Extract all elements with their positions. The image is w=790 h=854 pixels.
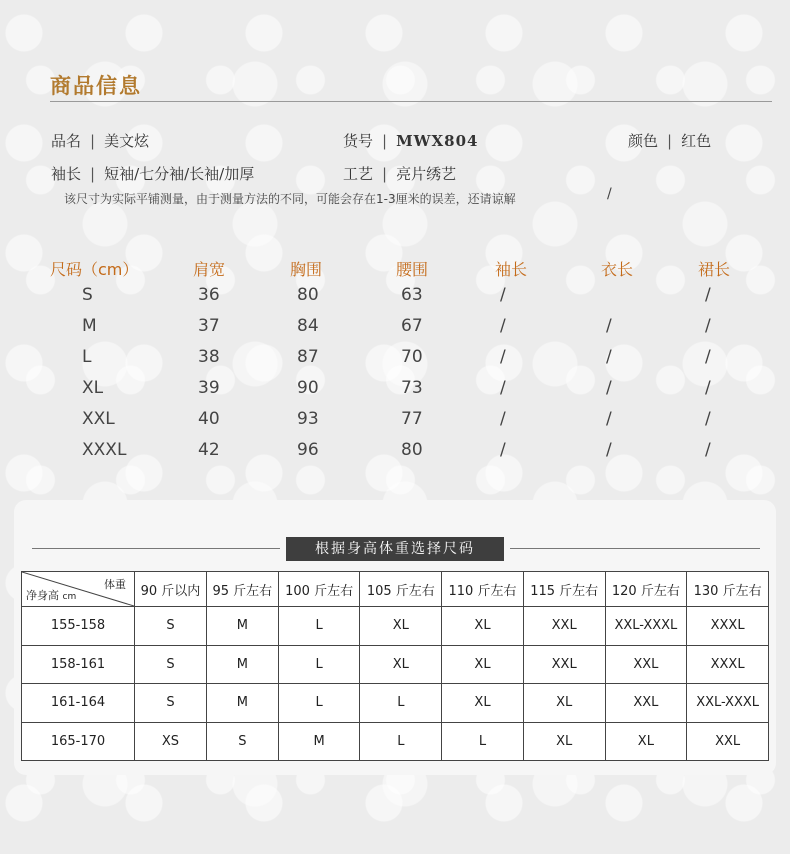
size-cell: XXL <box>82 409 115 429</box>
size-cell: 37 <box>198 316 220 336</box>
corner-cell <box>22 572 135 607</box>
weight-header: 115 斤左右 <box>523 572 605 607</box>
info-craft-value: 亮片绣艺 <box>396 165 457 183</box>
section-title: 商品信息 <box>50 73 142 98</box>
size-cell: 63 <box>401 285 423 305</box>
note-slash: / <box>607 186 612 202</box>
info-name-value: 美文炫 <box>104 132 150 150</box>
size-cell: S <box>82 285 93 305</box>
height-weight-table <box>21 571 769 761</box>
corner-unit: cm <box>62 592 77 602</box>
size-recommend-cell: XXL <box>523 607 605 646</box>
corner-height-text: 净身高 <box>26 589 59 602</box>
size-recommend-cell: XXL-XXXL <box>687 684 769 723</box>
size-header-1: 肩宽 <box>193 260 226 279</box>
size-cell: / <box>705 316 711 336</box>
size-cell: / <box>500 440 506 460</box>
title-line-right <box>510 548 760 549</box>
size-header-0: 尺码（cm） <box>50 260 139 279</box>
size-cell: 73 <box>401 378 423 398</box>
weight-header: 120 斤左右 <box>605 572 687 607</box>
info-item-label: 货号 <box>343 132 374 150</box>
info-sleeve <box>51 163 254 184</box>
size-cell: M <box>82 316 97 336</box>
info-craft-label: 工艺 <box>343 165 374 183</box>
weight-header: 90 斤以内 <box>135 572 207 607</box>
size-recommend-cell: XXL <box>605 645 687 684</box>
size-recommend-cell: L <box>360 684 442 723</box>
size-cell: 93 <box>297 409 319 429</box>
size-recommend-cell: L <box>360 722 442 761</box>
size-recommend-cell: XXL <box>523 645 605 684</box>
size-recommend-cell: M <box>206 607 278 646</box>
size-cell: / <box>705 440 711 460</box>
size-recommend-cell: XL <box>442 645 524 684</box>
size-cell: 67 <box>401 316 423 336</box>
size-cell: 90 <box>297 378 319 398</box>
info-color-value: 红色 <box>681 132 712 150</box>
size-header-6: 裙长 <box>698 260 731 279</box>
size-header-4: 袖长 <box>495 260 528 279</box>
size-cell: / <box>606 347 612 367</box>
height-rows <box>22 607 769 761</box>
size-recommend-cell: XL <box>605 722 687 761</box>
size-recommend-cell: XXXL <box>687 607 769 646</box>
title-line-left <box>32 548 280 549</box>
size-recommend-cell: L <box>278 645 360 684</box>
size-cell: 84 <box>297 316 319 336</box>
info-item-value: MWX804 <box>396 132 479 150</box>
size-recommend-cell: S <box>135 607 207 646</box>
info-sleeve-value: 短袖/七分袖/长袖/加厚 <box>104 165 255 183</box>
size-header-2: 胸围 <box>290 260 323 279</box>
info-craft <box>343 163 456 184</box>
recommend-title: 根据身高体重选择尺码 <box>286 537 504 561</box>
size-cell: 77 <box>401 409 423 429</box>
size-cell: L <box>82 347 92 367</box>
size-cell: / <box>705 285 711 305</box>
size-cell: 80 <box>297 285 319 305</box>
size-cell: / <box>606 409 612 429</box>
info-separator: | <box>667 132 673 150</box>
info-separator: | <box>90 132 96 150</box>
weight-header: 130 斤左右 <box>687 572 769 607</box>
size-cell: / <box>606 440 612 460</box>
size-recommend-cell: XS <box>135 722 207 761</box>
table-row <box>22 722 769 761</box>
info-name <box>51 130 149 151</box>
size-recommend-cell: XL <box>523 684 605 723</box>
size-cell: 80 <box>401 440 423 460</box>
size-recommend-cell: M <box>206 645 278 684</box>
size-cell: / <box>500 378 506 398</box>
size-cell: / <box>705 378 711 398</box>
size-recommend-cell: XXL <box>605 684 687 723</box>
size-recommend-cell: XXL-XXXL <box>605 607 687 646</box>
size-cell: 36 <box>198 285 220 305</box>
info-name-label: 品名 <box>51 132 82 150</box>
info-color-label: 颜色 <box>628 132 659 150</box>
size-cell: / <box>500 347 506 367</box>
size-cell: / <box>500 409 506 429</box>
size-recommend-cell: L <box>278 607 360 646</box>
measurement-note: 该尺寸为实际平铺测量，由于测量方法的不同，可能会存在1-3厘米的误差，还请谅解 <box>64 192 516 206</box>
size-cell: / <box>606 316 612 336</box>
corner-height-label <box>26 587 76 603</box>
size-recommend-cell: M <box>206 684 278 723</box>
size-cell: 70 <box>401 347 423 367</box>
info-separator: | <box>90 165 96 183</box>
table-row <box>22 684 769 723</box>
size-recommend-cell: XL <box>523 722 605 761</box>
size-recommend-cell: XXXL <box>687 645 769 684</box>
size-cell: XL <box>82 378 104 398</box>
size-recommend-cell: S <box>206 722 278 761</box>
weight-header: 95 斤左右 <box>206 572 278 607</box>
size-recommend-cell: M <box>278 722 360 761</box>
size-recommend-cell: S <box>135 645 207 684</box>
height-cell: 165-170 <box>22 722 135 761</box>
weight-header: 110 斤左右 <box>442 572 524 607</box>
info-separator: | <box>382 132 388 150</box>
size-recommend-cell: XL <box>360 645 442 684</box>
title-divider <box>50 101 772 102</box>
weight-header: 105 斤左右 <box>360 572 442 607</box>
size-cell: / <box>606 378 612 398</box>
info-color <box>628 130 711 151</box>
size-cell: XXXL <box>82 440 127 460</box>
weight-header: 100 斤左右 <box>278 572 360 607</box>
size-header-3: 腰围 <box>396 260 429 279</box>
size-cell: 39 <box>198 378 220 398</box>
size-cell: 42 <box>198 440 220 460</box>
size-cell: / <box>705 347 711 367</box>
size-cell: / <box>500 285 506 305</box>
weight-header-row <box>22 572 769 607</box>
size-recommend-cell: XXL <box>687 722 769 761</box>
height-cell: 158-161 <box>22 645 135 684</box>
size-cell: 87 <box>297 347 319 367</box>
size-recommend-cell: L <box>442 722 524 761</box>
info-sleeve-label: 袖长 <box>51 165 82 183</box>
size-cell: 40 <box>198 409 220 429</box>
size-recommend-cell: XL <box>442 684 524 723</box>
table-row <box>22 645 769 684</box>
size-cell: / <box>500 316 506 336</box>
size-recommend-cell: S <box>135 684 207 723</box>
size-cell: / <box>705 409 711 429</box>
table-row <box>22 607 769 646</box>
info-item-number <box>343 130 478 151</box>
size-cell: 38 <box>198 347 220 367</box>
info-separator: | <box>382 165 388 183</box>
size-recommend-cell: XL <box>360 607 442 646</box>
height-cell: 161-164 <box>22 684 135 723</box>
corner-weight-label: 体重 <box>104 578 126 591</box>
size-recommend-cell: L <box>278 684 360 723</box>
size-header-5: 衣长 <box>601 260 634 279</box>
height-cell: 155-158 <box>22 607 135 646</box>
size-cell: 96 <box>297 440 319 460</box>
size-recommend-cell: XL <box>442 607 524 646</box>
